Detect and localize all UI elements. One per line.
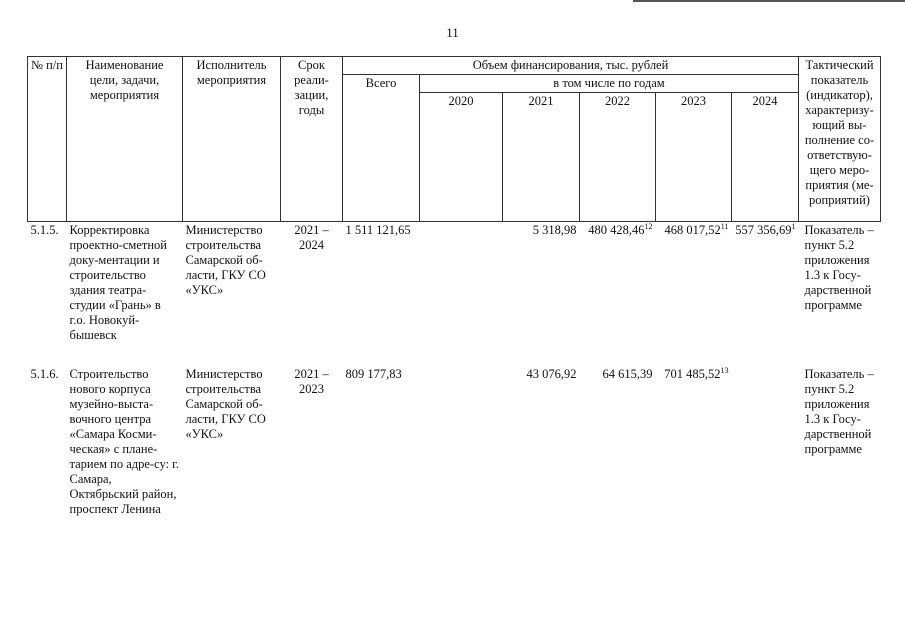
row-2023 — [656, 366, 732, 518]
header-total: Всего — [343, 75, 420, 222]
row-term: 2021 – 2023 — [294, 367, 329, 396]
value-2022: 64 615,39 — [602, 367, 653, 381]
header-name: Наименование цели, задачи, мероприятия — [67, 57, 183, 222]
row-2020 — [420, 222, 503, 367]
top-edge-line — [633, 0, 905, 2]
row-term: 2021 – 2024 — [294, 223, 329, 252]
value-2024: 557 356,69 — [735, 223, 792, 237]
row-indicator: Показатель – пункт 5.2 приложения 1.3 к Госу-дарственной программе — [804, 223, 874, 312]
row-2024 — [732, 366, 799, 518]
row-2024 — [732, 222, 799, 367]
row-executor: Министерство строительства Самарской об-ласти, ГКУ СО «УКС» — [185, 223, 266, 297]
header-executor: Исполнитель мероприятия — [183, 57, 281, 222]
header-year-2021: 2021 — [503, 93, 580, 222]
row-2022 — [580, 222, 656, 367]
header-funding: Объем финансирования, тыс. рублей — [343, 57, 799, 75]
footnote-2022: 12 — [644, 221, 653, 231]
row-indicator: Показатель – пункт 5.2 приложения 1.3 к Госу-дарственной программе — [804, 367, 874, 456]
row-2021: 5 318,98 — [532, 223, 577, 237]
row-executor: Министерство строительства Самарской об-ласти, ГКУ СО «УКС» — [185, 367, 266, 441]
row-num: 5.1.5. — [30, 223, 59, 237]
row-total: 809 177,83 — [345, 367, 402, 381]
value-2023: 701 485,52 — [664, 367, 721, 381]
row-2021: 43 076,92 — [526, 367, 577, 381]
header-year-2022: 2022 — [580, 93, 656, 222]
table-row — [28, 222, 881, 367]
header-term: Срок реали-зации, годы — [281, 57, 343, 222]
footnote-2024: 1 — [791, 221, 796, 231]
header-year-2020: 2020 — [420, 93, 503, 222]
footnote-2023: 13 — [720, 365, 729, 375]
value-2022: 480 428,46 — [588, 223, 645, 237]
header-num: № п/п — [28, 57, 67, 222]
row-total: 1 511 121,65 — [345, 223, 411, 237]
value-2023: 468 017,52 — [664, 223, 721, 237]
table-row — [28, 366, 881, 518]
header-indicator: Тактический показатель (индикатор), характеризу-ющий вы-полнение со-ответствую-щего меро-приятия (ме-роприятий) — [799, 57, 881, 222]
footnote-2023: 11 — [720, 221, 729, 231]
row-2020 — [420, 366, 503, 518]
funding-table — [27, 56, 881, 518]
row-2022 — [580, 366, 656, 518]
row-name: Корректировка проектно-сметной доку-ментации и строительство здания театра-студии «Грань» в г.о. Новокуй-бышевск — [69, 223, 167, 342]
row-2023 — [656, 222, 732, 367]
header-year-2024: 2024 — [732, 93, 799, 222]
page-number: 11 — [446, 25, 459, 40]
row-num: 5.1.6. — [30, 367, 59, 381]
row-name: Строительство нового корпуса музейно-выста-вочного центра «Самара Косми-ческая» с плане-тарием по адре-су: г. Самара, Октябрьский район, проспект Ленина — [69, 367, 180, 516]
header-row-1 — [28, 57, 881, 75]
header-by-years: в том числе по годам — [420, 75, 799, 93]
header-year-2023: 2023 — [656, 93, 732, 222]
